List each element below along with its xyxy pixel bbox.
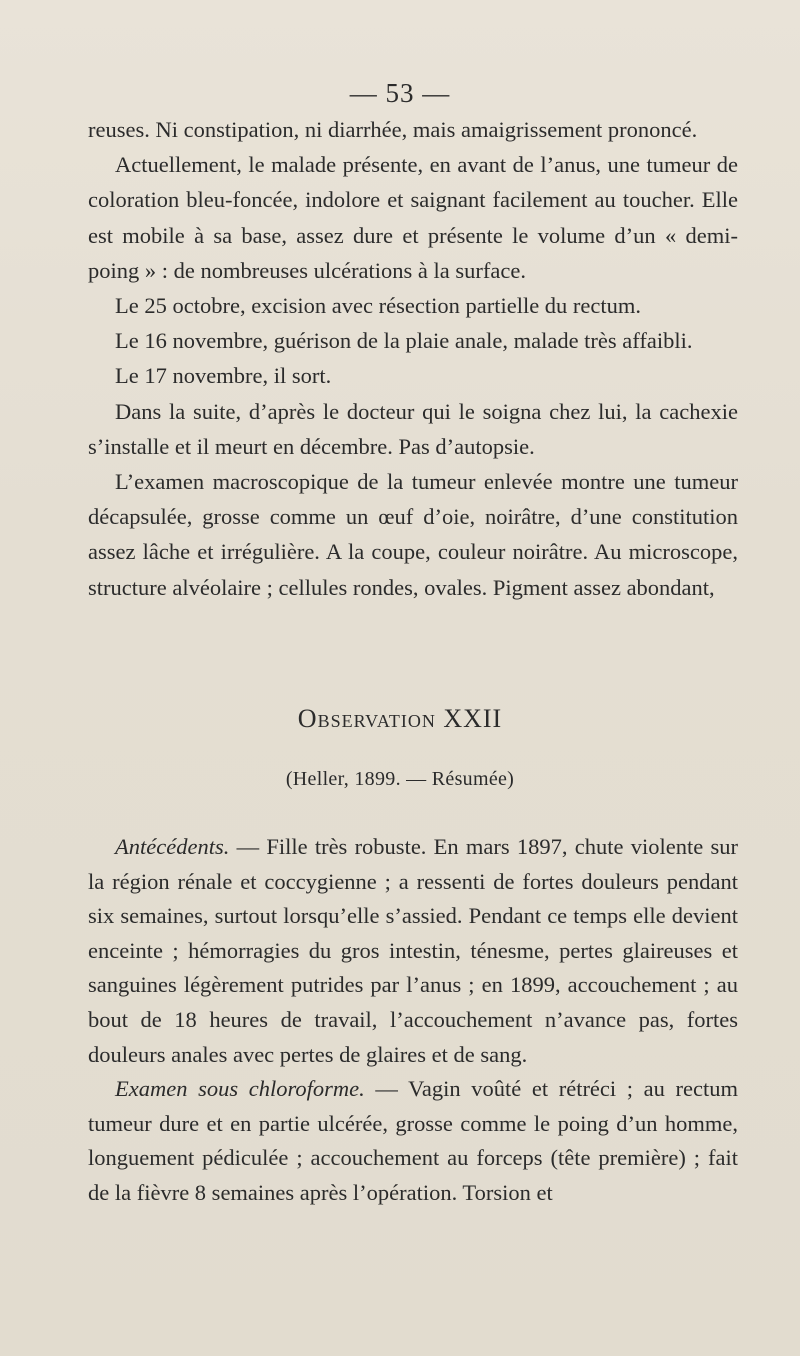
observation-source: (Heller, 1899. — Résumée)	[285, 768, 515, 790]
paragraph-examen	[88, 1072, 738, 1210]
page-number: — 53 —	[349, 78, 451, 108]
paragraph-discharge: Le 17 novembre, il sort.	[115, 363, 332, 389]
paragraph-continuation: reuses. Ni constipation, ni diarrhée, mais amaigrissement prononcé.	[88, 117, 698, 142]
observation-title: Observation XXII	[297, 704, 503, 733]
paragraph-examination: L’examen macroscopique de la tumeur enlevée montre une tumeur décapsulée, grosse comme un œuf d’oie, noirâtre, d’une constitution assez lâche et irrégulière. A la coupe, couleur noirâtre. Au microscope, structure alvéolaire ; cellules rondes, ovales. Pigment assez abondant,	[88, 469, 738, 600]
antecedents-label: Antécédents.	[115, 834, 230, 859]
observation-body	[88, 830, 738, 1211]
paragraph-outcome: Dans la suite, d’après le docteur qui le soigna chez lui, la cachexie s’installe et il meurt en décembre. Pas d’autopsie.	[88, 398, 738, 459]
examen-label: Examen sous chloroforme.	[115, 1076, 365, 1102]
paragraph-tumour-description: Actuellement, le malade présente, en avant de l’anus, une tumeur de coloration bleu-foncée, indolore et saignant facilement au toucher. Elle est mobile à sa base, assez dure et présente le volume d’un « demi-poing » : de nombreuses ulcérations à la surface.	[88, 152, 738, 283]
antecedents-text: — Fille très robuste. En mars 1897, chute violente sur la région rénale et coccygienne ; a ressenti de fortes douleurs pendant six semaines, surtout lorsqu’elle s’assied. Pendant ce temps elle devient enceinte ; hémorragies du gros intestin, ténesme, pertes glaireuses et sanguines légèrement putrides par l’anus ; en 1899, accouchement ; au bout de 18 heures de travail, l’accouchement n’avance pas, fortes douleurs anales avec pertes de glaires et de sang.	[88, 834, 738, 1067]
paragraph-excision: Le 25 octobre, excision avec résection partielle du rectum.	[115, 293, 642, 319]
top-text-block	[88, 112, 738, 605]
paragraph-antecedents	[88, 830, 738, 1072]
examen-text: — Vagin voûté et rétréci ; au rectum tumeur dure et en partie ulcérée, grosse comme le poing d’un homme, longuement pédiculée ; accouchement au forceps (tête première) ; fait de la fièvre 8 semaines après l’opération. Torsion et	[88, 1076, 738, 1205]
paragraph-healing: Le 16 novembre, guérison de la plaie anale, malade très affaibli.	[115, 328, 693, 354]
